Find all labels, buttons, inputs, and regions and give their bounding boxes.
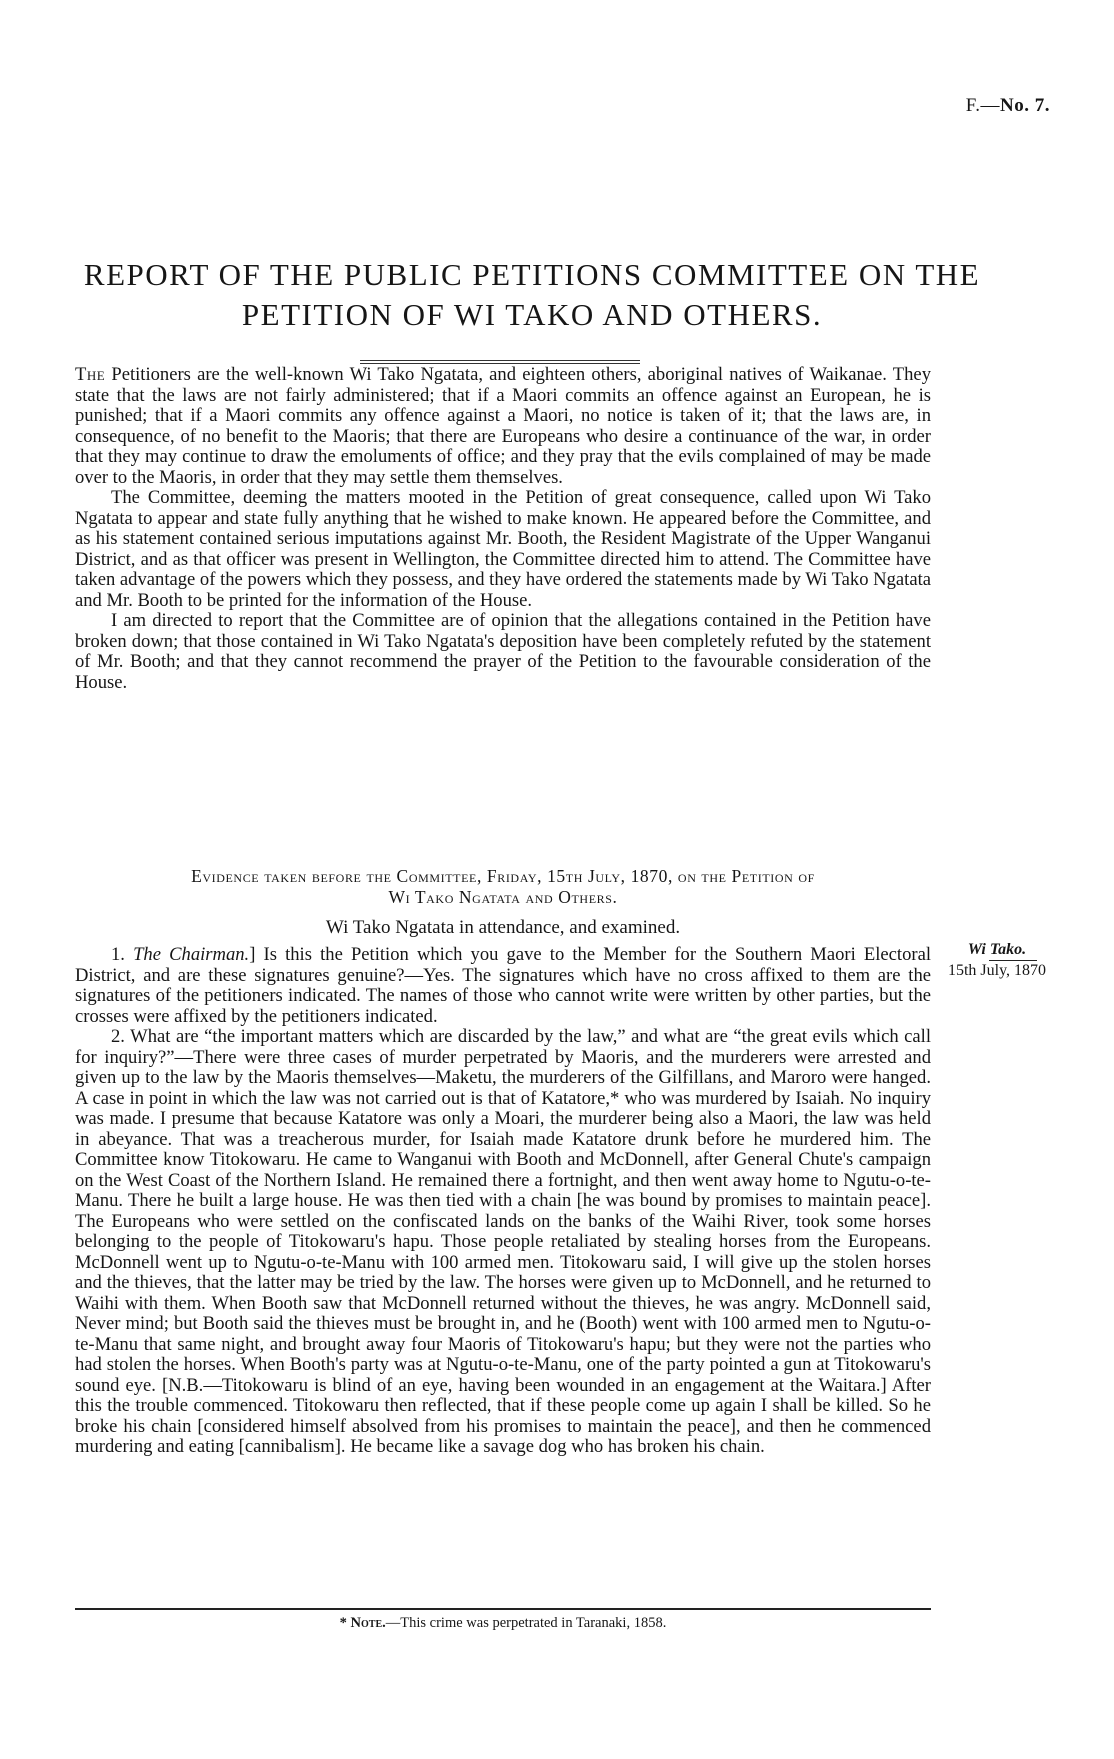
question-number: 1.	[111, 944, 125, 965]
evidence-heading	[75, 866, 931, 908]
margin-note-name: Wi Tako.	[967, 941, 1027, 958]
question-1	[75, 945, 931, 1027]
margin-note	[942, 940, 1052, 981]
evidence-heading-line-1: Evidence taken before the Committee, Friday, 15th July, 1870, on the Petition of	[191, 866, 815, 886]
footnote-label: Note.	[350, 1615, 386, 1631]
margin-note-rule	[989, 960, 1037, 961]
title-line-2: PETITION OF WI TAKO AND OTHERS.	[241, 297, 823, 332]
footnote-mark: *	[339, 1615, 347, 1631]
report-title	[60, 255, 1004, 335]
title-line-1: REPORT OF THE PUBLIC PETITIONS COMMITTEE ON THE	[83, 257, 981, 292]
paragraph-lead: The	[75, 364, 106, 385]
report-paragraph-3: I am directed to report that the Committee are of opinion that the allegations contained in the Petition have broken down; that those contained in Wi Tako Ngatata's deposition have been completely refuted by the statement of Mr. Booth; and that they cannot recommend the prayer of the Petition to the favourable consideration of the House.	[75, 610, 931, 693]
attendance-line: Wi Tako Ngatata in attendance, and examined.	[325, 917, 681, 938]
document-reference	[966, 95, 1050, 117]
report-paragraph-1	[75, 365, 931, 488]
question-text: What are “the important matters which are discarded by the law,” and what are “the great evils which call for inquiry?”—There were three cases of murder perpetrated by Maoris, and the murderers were arrested and given up to the law by the Maoris themselves—Maketu, the murderers of the Gilfillans, and Maroro were hanged. A case in point in which the law was not carried out is that of Katatore,* who was murdered by Isaiah. No inquiry was made. I presume that because Katatore was only a Moari, the murderer being also a Maori, the law was held in abeyance. That was a treacherous murder, for Isaiah made Katatore drunk before he murdered him. The Committee know Titokowaru. He came to Wanganui with Booth and McDonnell, after General Chute's campaign on the West Coast of the Northern Island. He remained there a fortnight, and then went away home to Ngutu-o-te-Manu. There he built a large house. He was then tied with a chain [he was bound by promises to maintain peace]. The Europeans who were settled on the confiscated lands on the banks of the Waihi River, took some horses belonging to the people of Titokowaru's hapu. Those people retaliated by stealing horses from the Europeans. McDonnell went up to Ngutu-o-te-Manu with 100 armed men. Titokowaru said, I will give up the stolen horses and the thieves, that the latter may be tried by the law. The horses were given up to McDonnell, and he returned to Waihi with them. When Booth saw that McDonnell returned without the thieves, he was angry. McDonnell said, Never mind; but Booth said the thieves must be brought in, and he (Booth) went with 100 armed men to Ngutu-o-te-Manu that same night, and brought away four Maoris of Titokowaru's hapu; but they were not the parties who had stolen the horses. When Booth's party was at Ngutu-o-te-Manu, one of the party pointed a gun at Titokowaru's sound eye. [N.B.—Titokowaru is blind of an eye, having been wounded in an engagement at the Waitara.] After this the trouble commenced. Titokowaru then reflected, that if these people come up again I shall be killed. So he broke his chain [considered himself absolved from his promises to maintain the peace], and then he commenced murdering and eating [cannibalism]. He became like a savage dog who has broken his chain.	[75, 1026, 932, 1457]
footnote	[75, 1615, 931, 1632]
reference-number: No. 7.	[1000, 95, 1050, 116]
footnote-text: —This crime was perpetrated in Taranaki, 1858.	[385, 1615, 667, 1631]
question-number: 2.	[111, 1026, 125, 1047]
evidence-heading-line-2: Wi Tako Ngatata and Others.	[388, 887, 618, 907]
divider-line	[360, 360, 640, 361]
report-body	[75, 365, 931, 693]
margin-note-date: 15th July, 1870	[947, 962, 1047, 979]
paragraph-text: Petitioners are the well-known Wi Tako Ngatata, and eighteen others, aboriginal natives of Waikanae. They state that the laws are not fairly administered; that if a Maori commits an offence against an European, he is punished; that if a Maori commits any offence against a Maori, no notice is taken of it; that the laws are, in consequence, of no benefit to the Maoris; that there are Europeans who desire a continuance of the war, in order that they may continue to draw the emoluments of office; and they pray that the evils complained of may be made over to the Maoris, in order that they may settle them themselves.	[75, 364, 931, 488]
question-text: ] Is this the Petition which you gave to the Member for the Southern Maori Electoral District, and are these signatures genuine?—Yes. The signatures which have no cross affixed to them are the signatures of the petitioners indicated. The names of those who cannot write were written by other parties, but the crosses were affixed by the petitioners indicated.	[75, 944, 931, 1027]
speaker-name: The Chairman.	[133, 944, 250, 965]
question-2	[75, 1027, 931, 1458]
reference-prefix: F.—	[965, 95, 1001, 116]
report-paragraph-2: The Committee, deeming the matters mooted in the Petition of great consequence, called upon Wi Tako Ngatata to appear and state fully anything that he wished to make known. He appeared before the Committee, and as his statement contained serious imputations against Mr. Booth, the Resident Magistrate of the Upper Wanganui District, and as that officer was present in Wellington, the Committee directed him to attend. The Committee have taken advantage of the powers which they possess, and they have ordered the statements made by Wi Tako Ngatata and Mr. Booth to be printed for the information of the House.	[75, 487, 931, 611]
footnote-rule	[75, 1608, 931, 1610]
evidence-body	[75, 945, 931, 1458]
